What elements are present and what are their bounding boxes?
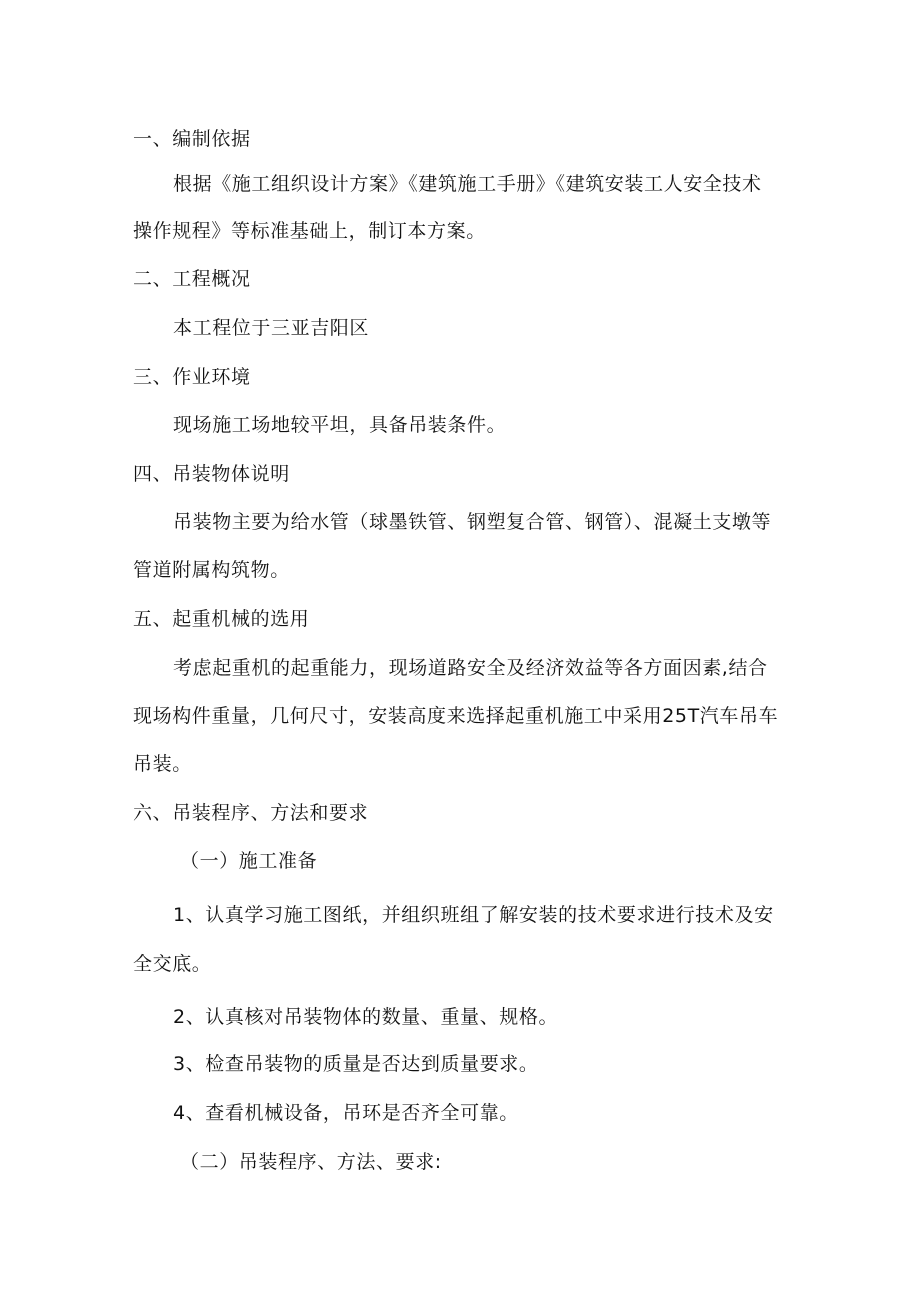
paragraph-line: 现场施工场地较平坦，具备吊装条件。 — [173, 414, 507, 436]
list-item: 3、检查吊装物的质量是否达到质量要求。 — [173, 1053, 539, 1075]
list-item: 2、认真核对吊装物体的数量、重量、规格。 — [173, 1006, 559, 1028]
paragraph-line: 考虑起重机的起重能力，现场道路安全及经济效益等各方面因素,结合 — [173, 657, 768, 679]
section-heading-overview: 二、工程概况 — [133, 268, 251, 290]
list-item: 1、认真学习施工图纸，并组织班组了解安装的技术要求进行技术及安 — [173, 904, 774, 926]
section-heading-crane: 五、起重机械的选用 — [133, 608, 310, 630]
section-heading-objects: 四、吊装物体说明 — [133, 463, 290, 485]
paragraph-line: 根据《施工组织设计方案》《建筑施工手册》《建筑安装工人安全技术 — [173, 173, 762, 195]
paragraph-line: 现场构件重量，几何尺寸，安装高度来选择起重机施工中采用25T汽车吊车 — [133, 705, 779, 727]
paragraph-line: 吊装物主要为给水管（球墨铁管、钢塑复合管、钢管）、混凝土支墩等 — [173, 511, 772, 533]
subsection-heading-preparation: （一）施工准备 — [180, 850, 318, 872]
paragraph-line: 管道附属构筑物。 — [133, 559, 290, 581]
paragraph-line: 操作规程》等标准基础上，制订本方案。 — [133, 220, 486, 242]
section-heading-environment: 三、作业环境 — [133, 366, 251, 388]
list-item: 4、查看机械设备，吊环是否齐全可靠。 — [173, 1102, 519, 1124]
section-heading-procedure: 六、吊装程序、方法和要求 — [133, 802, 369, 824]
list-item: 全交底。 — [133, 953, 212, 975]
paragraph-line: 本工程位于三亚吉阳区 — [173, 317, 370, 339]
subsection-heading-procedure: （二）吊装程序、方法、要求: — [180, 1151, 442, 1173]
paragraph-line: 吊装。 — [133, 753, 192, 775]
section-heading-basis: 一、编制依据 — [133, 128, 251, 150]
